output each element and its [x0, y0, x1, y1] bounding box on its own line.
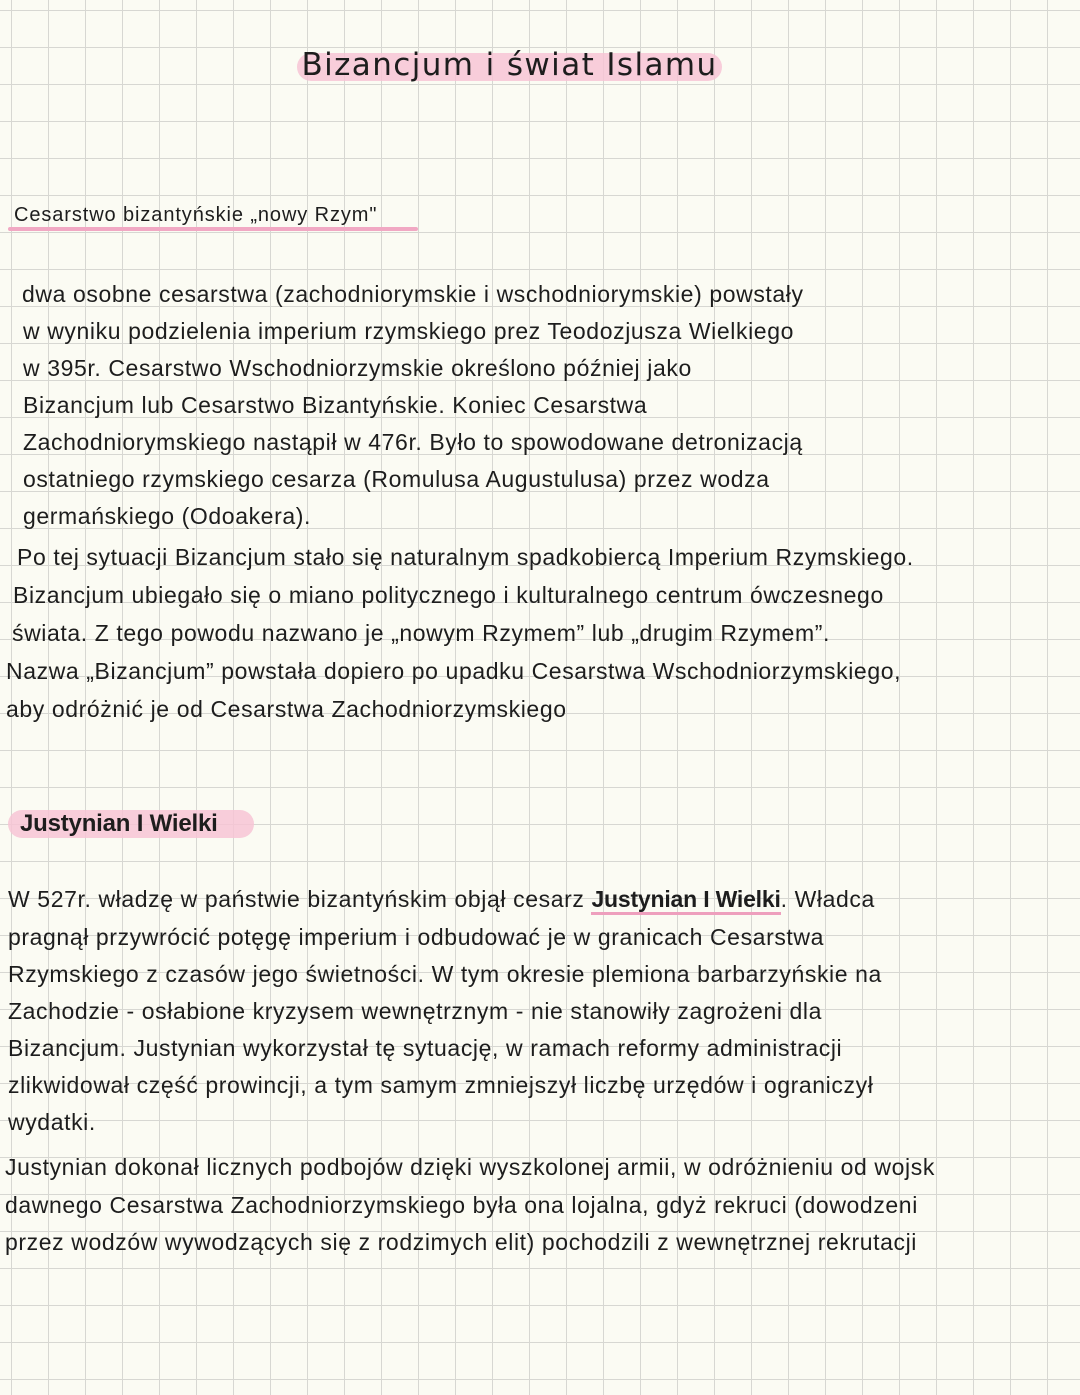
paragraph-line: świata. Z tego powodu nazwano je „nowym Rzymem” lub „drugim Rzymem”.: [12, 620, 830, 646]
paragraph-line: zlikwidował część prowincji, a tym samym zmniejszył liczbę urzędów i ograniczył: [8, 1072, 874, 1098]
paragraph-line: Zachodniorymskiego nastąpił w 476r. Było to spowodowane detronizacją: [23, 429, 803, 455]
paragraph-line: w 395r. Cesarstwo Wschodniorzymskie określono później jako: [23, 355, 692, 381]
paragraph-line: dawnego Cesarstwa Zachodniorzymskiego była ona lojalna, gdyż rekruci (dowodzeni: [5, 1192, 918, 1218]
paragraph-line: wydatki.: [8, 1109, 96, 1135]
paragraph-line: [8, 884, 875, 914]
paragraph-line: w wyniku podzielenia imperium rzymskiego prez Teodozjusza Wielkiego: [23, 318, 794, 344]
paragraph-line: pragnął przywrócić potęgę imperium i odbudować je w granicach Cesarstwa: [8, 924, 825, 950]
paragraph-line: Bizancjum lub Cesarstwo Bizantyńskie. Koniec Cesarstwa: [23, 392, 648, 418]
paragraph-line: Bizancjum. Justynian wykorzystał tę sytuację, w ramach reformy administracji: [8, 1035, 843, 1061]
line-text: W 527r. władzę w państwie bizantyńskim objął cesarz: [8, 886, 592, 912]
paragraph-line: germańskiego (Odoakera).: [23, 503, 311, 529]
paragraph-line: dwa osobne cesarstwa (zachodniorymskie i wschodniorymskie) powstały: [22, 281, 804, 307]
paragraph-line: ostatniego rzymskiego cesarza (Romulusa Augustulusa) przez wodza: [23, 466, 770, 492]
paragraph-line: przez wodzów wywodzących się z rodzimych elit) pochodzili z wewnętrznej rekrutacji: [5, 1229, 918, 1255]
line-text: . Władca: [780, 886, 875, 912]
paragraph-line: Justynian dokonał licznych podbojów dzięki wyszkolonej armii, w odróżnieniu od wojsk: [5, 1154, 935, 1180]
highlighted-name: Justynian I Wielki: [591, 886, 780, 915]
paragraph-line: Nazwa „Bizancjum” powstała dopiero po upadku Cesarstwa Wschodniorzymskiego,: [6, 658, 902, 684]
section2-heading: Justynian I Wielki: [20, 810, 218, 837]
paragraph-line: Zachodzie - osłabione kryzysem wewnętrznym - nie stanowiły zagrożeni dla: [8, 998, 823, 1024]
paragraph-line: Po tej sytuacji Bizancjum stało się naturalnym spadkobiercą Imperium Rzymskiego.: [17, 544, 914, 570]
paragraph-line: aby odróżnić je od Cesarstwa Zachodniorzymskiego: [6, 696, 567, 722]
page-title: Bizancjum i świat Islamu: [301, 47, 718, 83]
paragraph-line: Bizancjum ubiegało się o miano politycznego i kulturalnego centrum ówczesnego: [13, 582, 884, 608]
section1-heading-underline: [8, 227, 418, 231]
paragraph-line: Rzymskiego z czasów jego świetności. W tym okresie plemiona barbarzyńskie na: [8, 961, 882, 987]
section1-heading: Cesarstwo bizantyńskie „nowy Rzym": [14, 204, 378, 226]
